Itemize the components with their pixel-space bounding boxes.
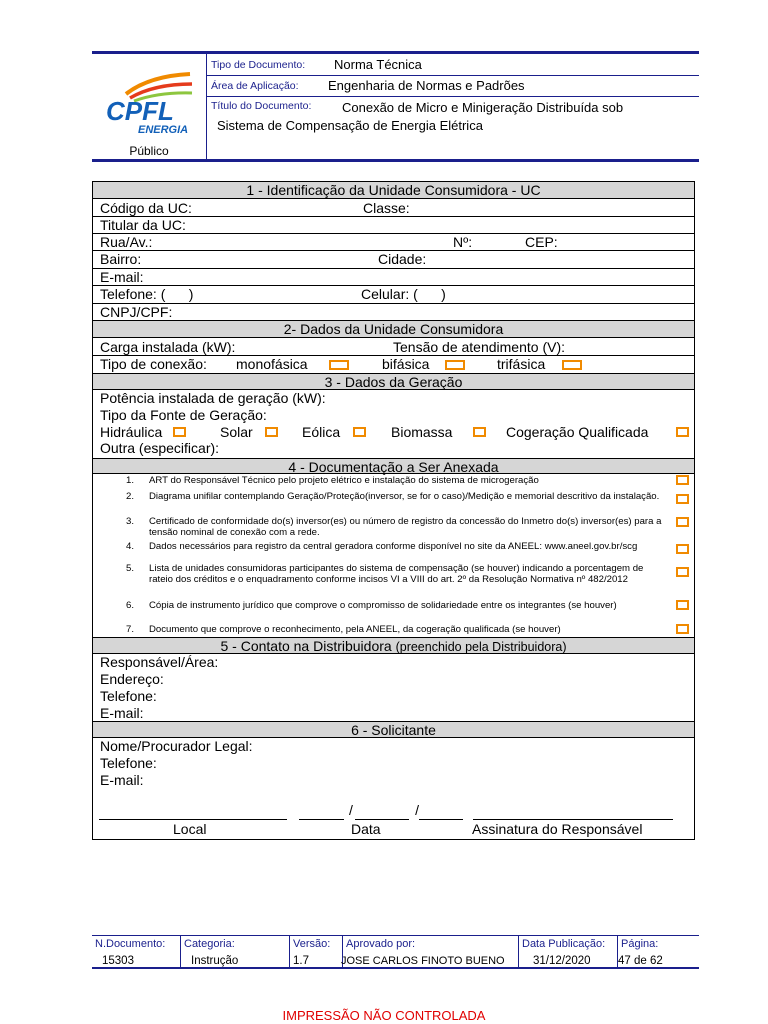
footer-aprovado: [342, 936, 518, 967]
doc-item-checkbox[interactable]: [676, 600, 689, 610]
categoria-value: Instrução: [191, 955, 239, 967]
email-label: E-mail:: [100, 269, 144, 285]
document-footer: [92, 935, 699, 969]
date-year-line[interactable]: [419, 819, 463, 820]
trifasica-checkbox[interactable]: [562, 360, 582, 370]
fonte-label: Tipo da Fonte de Geração:: [100, 407, 267, 423]
logo-brand: CPFL: [106, 96, 174, 126]
telefone-dist-label: Telefone:: [100, 688, 157, 704]
logo-sub: ENERGIA: [138, 124, 189, 136]
responsavel-label: Responsável/Área:: [100, 654, 219, 670]
doc-item-text: Dados necessários para registro da central geradora conforme disponível no site da ANEEL: www.aneel.gov.br/scg: [149, 541, 638, 552]
nome-label: Nome/Procurador Legal:: [100, 738, 253, 754]
numero-label: Nº:: [453, 234, 473, 250]
footer-data: [518, 936, 617, 967]
row-codigo[interactable]: [93, 199, 694, 217]
email-dist-label: E-mail:: [100, 705, 144, 721]
doc-item-text: Certificado de conformidade do(s) inversor(es) ou número de registro da concessão do Inmetro do(s) inversor(es) para a tensão nominal de conexão com a rede.: [149, 516, 662, 538]
footer-versao: [289, 936, 342, 967]
doc-item-number: 3.: [126, 516, 135, 527]
date-month-line[interactable]: [355, 819, 409, 820]
title-label: Título do Documento:: [211, 100, 312, 112]
biomassa-checkbox[interactable]: [473, 427, 486, 437]
aprovado-value: JOSE CARLOS FINOTO BUENO: [341, 955, 505, 967]
section-1-header: 1 - Identificação da Unidade Consumidora - UC: [93, 181, 694, 199]
bifasica-label: bifásica: [382, 356, 430, 372]
celular-label: Celular: ( ): [361, 286, 446, 302]
hidraulica-label: Hidráulica: [100, 424, 163, 440]
section-4-header: 4 - Documentação a Ser Anexada: [93, 458, 694, 474]
pagina-value: 47 de 62: [618, 955, 663, 967]
aprovado-label: Aprovado por:: [346, 938, 416, 950]
doc-item-checkbox[interactable]: [676, 567, 689, 577]
section-5-title: 5 - Contato na Distribuidora: [220, 638, 392, 654]
title-line-2: Sistema de Compensação de Energia Elétrica: [217, 118, 483, 133]
area-value: Engenharia de Normas e Padrões: [328, 78, 525, 93]
data-pub-value: 31/12/2020: [533, 955, 591, 967]
ndoc-value: 15303: [102, 955, 134, 967]
uncontrolled-print-notice: IMPRESSÃO NÃO CONTROLADA: [282, 1008, 486, 1023]
doc-type-label: Tipo de Documento:: [211, 59, 306, 71]
doc-item-text: Documento que comprove o reconhecimento, pela ANEEL, da cogeração qualificada (se houver): [149, 624, 561, 635]
local-caption: Local: [173, 821, 207, 837]
doc-item-text: Cópia de instrumento jurídico que comprove o compromisso de solidariedade entre os integrantes (se houver): [149, 600, 617, 611]
doc-item-checkbox[interactable]: [676, 475, 689, 485]
cogeracao-label: Cogeração Qualificada: [506, 424, 649, 440]
cogeracao-checkbox[interactable]: [676, 427, 689, 437]
doc-item-checkbox[interactable]: [676, 624, 689, 634]
bifasica-checkbox[interactable]: [445, 360, 465, 370]
section-5-header: [93, 637, 694, 654]
eolica-checkbox[interactable]: [353, 427, 366, 437]
local-line[interactable]: [99, 819, 287, 820]
endereco-label: Endereço:: [100, 671, 164, 687]
doc-item-number: 4.: [126, 541, 135, 552]
versao-value: 1.7: [293, 955, 309, 967]
ndoc-label: N.Documento:: [95, 938, 166, 950]
solar-checkbox[interactable]: [265, 427, 278, 437]
doc-type-value: Norma Técnica: [334, 57, 422, 72]
doc-item-checkbox[interactable]: [676, 494, 689, 504]
data-caption: Data: [351, 821, 381, 837]
doc-item-text: Diagrama unifilar contemplando Geração/Proteção(inversor, se for o caso)/Medição e memorial descritivo da instalação.: [149, 491, 660, 502]
trifasica-label: trifásica: [497, 356, 546, 372]
footer-ndoc: [92, 936, 184, 967]
categoria-label: Categoria:: [184, 938, 235, 950]
row-tipo-conexao: [93, 355, 694, 373]
doc-item-number: 7.: [126, 624, 135, 635]
cidade-label: Cidade:: [378, 251, 427, 267]
row-email[interactable]: [93, 268, 694, 286]
monofasica-label: monofásica: [236, 356, 308, 372]
request-form: [92, 181, 695, 840]
doc-item-number: 2.: [126, 491, 135, 502]
area-label: Área de Aplicação:: [211, 80, 299, 92]
hidraulica-checkbox[interactable]: [173, 427, 186, 437]
email-sol-label: E-mail:: [100, 772, 144, 788]
area-row: [206, 75, 699, 97]
cpfl-logo: [104, 72, 194, 136]
doc-item-checkbox[interactable]: [676, 544, 689, 554]
row-bairro[interactable]: [93, 250, 694, 269]
doc-item-checkbox[interactable]: [676, 517, 689, 527]
monofasica-checkbox[interactable]: [329, 360, 349, 370]
doc-item-text: ART do Responsável Técnico pelo projeto elétrico e instalação do sistema de microgeração: [149, 475, 539, 486]
row-titular[interactable]: [93, 216, 694, 234]
doc-item-number: 6.: [126, 600, 135, 611]
rua-label: Rua/Av.:: [100, 234, 153, 250]
classification-label: Público: [129, 144, 169, 158]
section-3-header: 3 - Dados da Geração: [93, 373, 694, 390]
section-5-note: (preenchido pela Distribuidora): [395, 640, 567, 654]
logo-box: [92, 54, 207, 159]
pagina-label: Página:: [621, 938, 659, 950]
row-telefone[interactable]: [93, 285, 694, 304]
doc-item-number: 1.: [126, 475, 135, 486]
title-row: [206, 96, 699, 159]
title-line-1: Conexão de Micro e Minigeração Distribuída sob: [342, 100, 624, 115]
telefone-sol-label: Telefone:: [100, 755, 157, 771]
potencia-label: Potência instalada de geração (kW):: [100, 390, 326, 406]
outra-label: Outra (especificar):: [100, 440, 220, 456]
data-pub-label: Data Publicação:: [522, 938, 606, 950]
telefone-label: Telefone: ( ): [100, 286, 194, 302]
date-day-line[interactable]: [299, 819, 344, 820]
assinatura-caption: Assinatura do Responsável: [472, 821, 643, 837]
date-slashes: / /: [349, 802, 420, 818]
footer-categoria: [180, 936, 290, 967]
doc-type-row: [206, 54, 699, 76]
tipo-conexao-label: Tipo de conexão:: [100, 356, 207, 372]
row-cnpj[interactable]: [93, 303, 694, 320]
assinatura-line[interactable]: [473, 819, 673, 820]
eolica-label: Eólica: [302, 424, 341, 440]
classe-label: Classe:: [363, 200, 410, 216]
doc-item-number: 5.: [126, 563, 135, 574]
row-carga[interactable]: [93, 338, 694, 356]
carga-label: Carga instalada (kW):: [100, 339, 236, 355]
titular-label: Titular da UC:: [100, 217, 186, 233]
codigo-label: Código da UC:: [100, 200, 192, 216]
cnpj-label: CNPJ/CPF:: [100, 304, 173, 320]
doc-item-text: Lista de unidades consumidoras participantes do sistema de compensação (se houver) indicando a porcentagem de rateio dos créditos e o enquadramento conforme incisos VI a VIII do art. 2º da Resolução Normativa nº 482/2012: [149, 563, 644, 585]
document-header: [92, 51, 699, 162]
cep-label: CEP:: [525, 234, 558, 250]
section-2-header: 2- Dados da Unidade Consumidora: [93, 320, 694, 338]
biomassa-label: Biomassa: [391, 424, 453, 440]
versao-label: Versão:: [293, 938, 331, 950]
tensao-label: Tensão de atendimento (V):: [393, 339, 565, 355]
bairro-label: Bairro:: [100, 251, 142, 267]
section-6-header: 6 - Solicitante: [93, 721, 694, 738]
footer-pagina: [617, 936, 698, 967]
solar-label: Solar: [220, 424, 253, 440]
row-rua[interactable]: [93, 233, 694, 251]
